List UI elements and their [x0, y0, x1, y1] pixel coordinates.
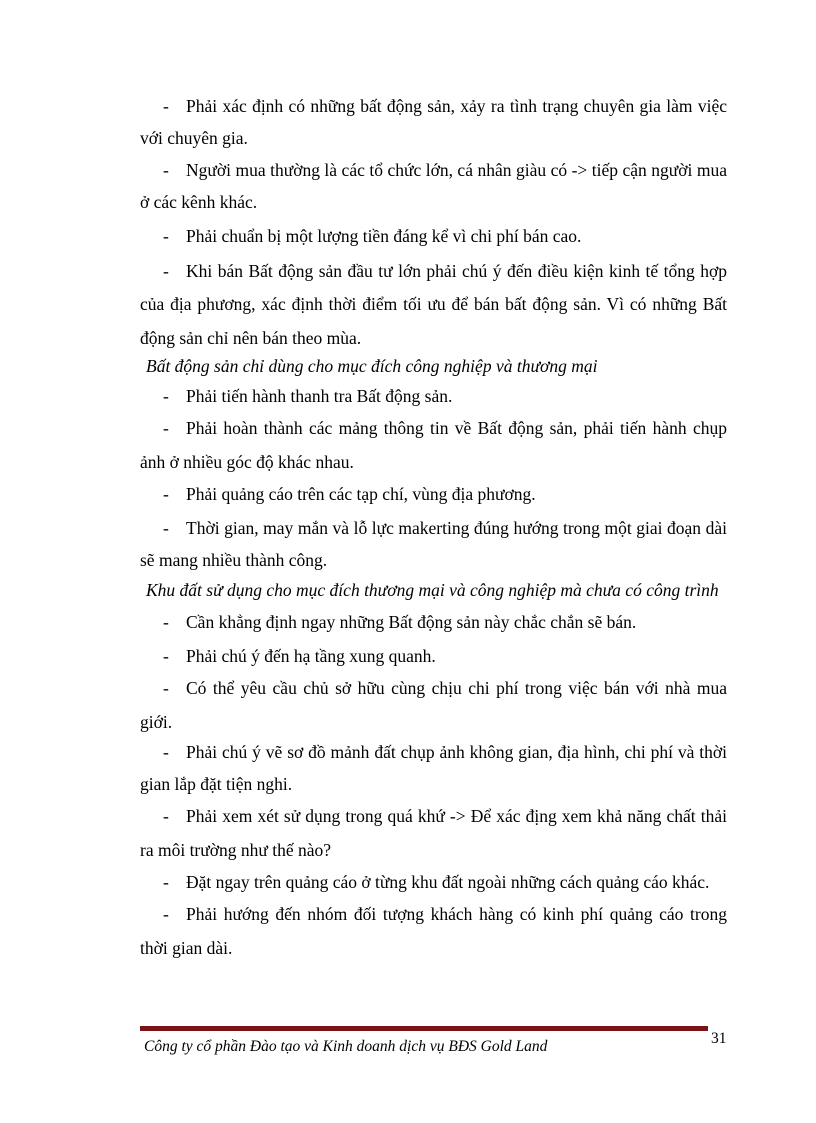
continuation-text: ra môi trường như thế nào?	[140, 840, 332, 860]
bullet-dash: -	[163, 872, 169, 892]
bullet-item-text: Phải hoàn thành các mảng thông tin về Bất động sản, phải tiến hành chụp	[186, 418, 727, 438]
bullet-dash: -	[163, 806, 169, 826]
section-heading: Khu đất sử dụng cho mục đích thương mại và công nghiệp mà chưa có công trình	[146, 580, 719, 600]
bullet-dash: -	[163, 226, 169, 246]
bullet-item-text: Đặt ngay trên quảng cáo ở từng khu đất ngoài những cách quảng cáo khác.	[186, 872, 710, 892]
bullet-dash: -	[163, 646, 169, 666]
bullet-dash: -	[163, 418, 169, 438]
continuation-text: giới.	[140, 712, 173, 732]
bullet-dash: -	[163, 678, 169, 698]
section-heading: Bất động sản chỉ dùng cho mục đích công nghiệp và thương mại	[146, 356, 598, 376]
bullet-dash: -	[163, 742, 169, 762]
bullet-item-text: Phải chú ý đến hạ tầng xung quanh.	[186, 646, 436, 666]
bullet-item-text: Phải tiến hành thanh tra Bất động sản.	[186, 386, 453, 406]
bullet-dash: -	[163, 160, 169, 180]
continuation-text: sẽ mang nhiều thành công.	[140, 550, 328, 570]
continuation-text: ảnh ở nhiều góc độ khác nhau.	[140, 452, 354, 472]
continuation-text: gian lắp đặt tiện nghi.	[140, 774, 293, 794]
continuation-text: động sản chỉ nên bán theo mùa.	[140, 328, 362, 348]
continuation-text: ở các kênh khác.	[140, 192, 258, 212]
bullet-item-text: Cần khẳng định ngay những Bất động sản này chắc chắn sẽ bán.	[186, 612, 637, 632]
bullet-item-text: Phải quảng cáo trên các tạp chí, vùng địa phương.	[186, 484, 536, 504]
continuation-text: với chuyên gia.	[140, 128, 248, 148]
bullet-dash: -	[163, 484, 169, 504]
bullet-dash: -	[163, 904, 169, 924]
bullet-dash: -	[163, 518, 169, 538]
bullet-dash: -	[163, 386, 169, 406]
bullet-item-text: Phải chú ý vẽ sơ đồ mảnh đất chụp ảnh không gian, địa hình, chi phí và thời	[186, 742, 727, 762]
page-number: 31	[711, 1030, 727, 1047]
bullet-dash: -	[163, 96, 169, 116]
bullet-item-text: Khi bán Bất động sản đầu tư lớn phải chú ý đến điều kiện kinh tế tổng hợp	[186, 261, 727, 281]
bullet-dash: -	[163, 612, 169, 632]
bullet-item-text: Phải xem xét sử dụng trong quá khứ -> Để xác địng xem khả năng chất thải	[186, 806, 727, 826]
footer-company: Công ty cổ phần Đào tạo và Kinh doanh dịch vụ BĐS Gold Land	[144, 1038, 548, 1055]
bullet-item-text: Phải xác định có những bất động sản, xảy ra tình trạng chuyên gia làm việc	[186, 96, 727, 116]
continuation-text: của địa phương, xác định thời điểm tối ưu để bán bất động sản. Vì có những Bất	[140, 294, 727, 314]
footer-divider	[140, 1026, 708, 1031]
bullet-dash: -	[163, 261, 169, 281]
bullet-item-text: Phải chuẩn bị một lượng tiền đáng kể vì chi phí bán cao.	[186, 226, 582, 246]
bullet-item-text: Có thể yêu cầu chủ sở hữu cùng chịu chi phí trong việc bán với nhà mua	[186, 678, 727, 698]
bullet-item-text: Thời gian, may mắn và lỗ lực makerting đúng hướng trong một giai đoạn dài	[186, 518, 727, 538]
bullet-item-text: Phải hướng đến nhóm đối tượng khách hàng có kinh phí quảng cáo trong	[186, 904, 727, 924]
continuation-text: thời gian dài.	[140, 938, 233, 958]
bullet-item-text: Người mua thường là các tổ chức lớn, cá nhân giàu có -> tiếp cận người mua	[186, 160, 727, 180]
